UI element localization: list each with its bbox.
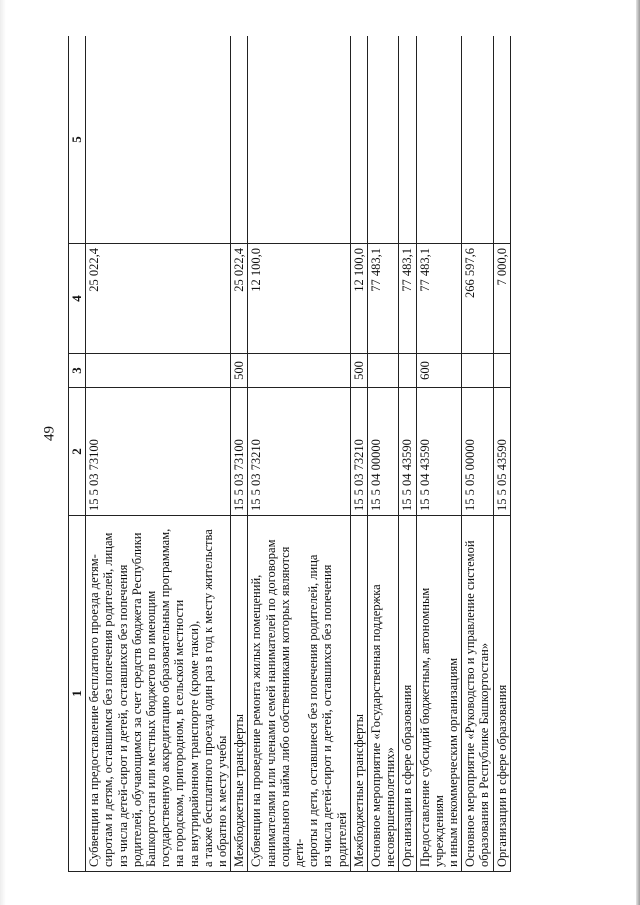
header-col-5: 5 — [69, 36, 86, 244]
row-name: Субвенции на проведение ремонта жилых помещений, нанимателями или членами семей нанимателей по договорам социального найма либо собственниками которых являются дети- сироты и дети, оставшиеся без попечения родителей, лица из числа детей-сирот и детей, оставшихся без попечения родителей — [248, 516, 350, 872]
row-type — [86, 354, 231, 388]
table-row — [248, 36, 350, 872]
row-amount: 12 100,0 — [248, 244, 350, 354]
header-col-3: 3 — [69, 354, 86, 388]
row-amount: 77 483,1 — [399, 244, 416, 354]
row-type — [368, 354, 399, 388]
page-number: 49 — [41, 426, 58, 441]
row-extra — [399, 36, 416, 244]
scan-edge — [636, 0, 640, 905]
row-name: Основное мероприятие «Руководство и управление системой образования в Республике Башкортостан» — [462, 516, 493, 872]
row-code: 15 5 05 43590 — [493, 388, 510, 516]
row-code: 15 5 04 43590 — [416, 388, 462, 516]
row-type — [493, 354, 510, 388]
row-code: 15 5 04 00000 — [368, 388, 399, 516]
header-col-1: 1 — [69, 516, 86, 872]
row-type: 500 — [231, 354, 248, 388]
row-extra — [493, 36, 510, 244]
row-amount: 25 022,4 — [86, 244, 231, 354]
row-name: Межбюджетные трансферты — [350, 516, 367, 872]
row-type — [399, 354, 416, 388]
row-code: 15 5 03 73100 — [86, 388, 231, 516]
table-row — [368, 36, 399, 872]
row-amount: 77 483,1 — [368, 244, 399, 354]
row-code: 15 5 04 43590 — [399, 388, 416, 516]
row-name: Межбюджетные трансферты — [231, 516, 248, 872]
row-amount: 7 000,0 — [493, 244, 510, 354]
row-name: Субвенции на предоставление бесплатного проезда детям- сиротам и детям, оставшимся без попечения родителей, лицам из числа детей-сирот и детей, оставшихся без попечения родителей, обучающимся за счет средств бюджета Республики Башкортостан или местных бюджетов по имеющим государственную аккредитацию образовательным программам, на городском, пригородном, в сельской местности на внутрирайонном транспорте (кроме такси), а также бесплатного проезда один раз в год к месту жительства и обратно к месту учебы — [86, 516, 231, 872]
row-amount: 12 100,0 — [350, 244, 367, 354]
row-type — [248, 354, 350, 388]
row-code: 15 5 03 73210 — [350, 388, 367, 516]
row-amount: 77 483,1 — [416, 244, 462, 354]
row-extra — [462, 36, 493, 244]
row-extra — [368, 36, 399, 244]
row-name: Организации в сфере образования — [399, 516, 416, 872]
table-viewport — [68, 36, 595, 872]
row-extra — [416, 36, 462, 244]
row-code: 15 5 03 73100 — [231, 388, 248, 516]
row-amount: 266 597,6 — [462, 244, 493, 354]
row-extra — [231, 36, 248, 244]
table-row — [86, 36, 231, 872]
table-row — [231, 36, 248, 872]
row-extra — [248, 36, 350, 244]
table-row — [399, 36, 416, 872]
row-amount: 25 022,4 — [231, 244, 248, 354]
table-row — [462, 36, 493, 872]
header-col-2: 2 — [69, 388, 86, 516]
table-row — [416, 36, 462, 872]
row-type: 600 — [416, 354, 462, 388]
row-name: Основное мероприятие «Государственная поддержка несовершеннолетних» — [368, 516, 399, 872]
row-extra — [350, 36, 367, 244]
header-row — [69, 36, 86, 872]
budget-table — [68, 36, 511, 872]
row-code: 15 5 03 73210 — [248, 388, 350, 516]
row-extra — [86, 36, 231, 244]
row-code: 15 5 05 00000 — [462, 388, 493, 516]
row-type — [462, 354, 493, 388]
table-row — [350, 36, 367, 872]
row-type: 500 — [350, 354, 367, 388]
landscape-page — [68, 36, 595, 872]
row-name: Организации в сфере образования — [493, 516, 510, 872]
scan-shadow — [0, 0, 6, 905]
table-row — [493, 36, 510, 872]
header-col-4: 4 — [69, 244, 86, 354]
row-name: Предоставление субсидий бюджетным, автономным учреждениям и иным некоммерческим организациям — [416, 516, 462, 872]
